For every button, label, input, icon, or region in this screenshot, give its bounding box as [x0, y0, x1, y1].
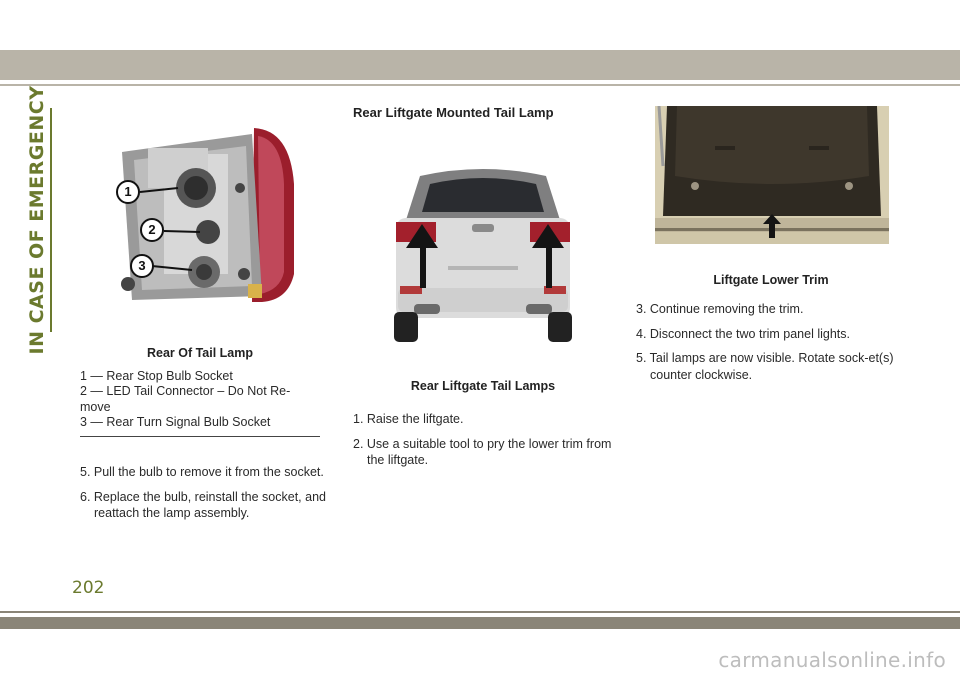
step-5-rotate-sockets: 5. Tail lamps are now visible. Rotate sock-et(s) counter clockwise.: [636, 351, 894, 382]
col3-steps: [636, 301, 906, 391]
page-number: 202: [72, 578, 105, 598]
liftgate-lower-trim-photo: [655, 106, 889, 244]
side-tab-rule: [50, 108, 52, 332]
step-2-pry-trim: 2. Use a suitable tool to pry the lower trim from the liftgate.: [353, 436, 612, 467]
step-4-disconnect-lights: 4. Disconnect the two trim panel lights.: [636, 326, 850, 341]
callout-2: 2: [148, 222, 156, 237]
step-6-replace-bulb: 6. Replace the bulb, reinstall the socket, and reattach the lamp assembly.: [80, 489, 326, 520]
figure-caption-lower-trim: Liftgate Lower Trim: [713, 273, 829, 287]
rear-liftgate-tail-lamps-photo: [390, 162, 576, 342]
col1-steps: [80, 464, 332, 530]
watermark: carmanualsonline.info: [718, 648, 946, 672]
step-3-continue-removing: 3. Continue removing the trim.: [636, 302, 804, 316]
side-tab-label: IN CASE OF EMERGENCY: [26, 85, 48, 355]
figure-caption-tail-lamp: Rear Of Tail Lamp: [146, 346, 254, 360]
header-band: [0, 50, 960, 80]
legend-item-3: 3 — Rear Turn Signal Bulb Socket: [80, 414, 271, 429]
step-1-raise-liftgate: 1. Raise the liftgate.: [353, 412, 464, 426]
legend-item-2-cont: move: [80, 399, 111, 414]
callout-3: 3: [138, 258, 146, 273]
figure-legend: [80, 369, 320, 430]
footer-band-line: [0, 611, 960, 613]
footer-band: [0, 617, 960, 629]
rear-of-tail-lamp-photo: [112, 124, 312, 312]
header-band-line: [0, 84, 960, 86]
step-5-remove-bulb: 5. Pull the bulb to remove it from the socket.: [80, 465, 324, 479]
col2-steps: [353, 411, 617, 477]
legend-rule: [80, 436, 320, 437]
section-heading: Rear Liftgate Mounted Tail Lamp: [353, 105, 554, 120]
section-side-tab: [24, 85, 50, 355]
figure-caption-liftgate-tail-lamps: Rear Liftgate Tail Lamps: [410, 379, 556, 393]
legend-item-1: 1 — Rear Stop Bulb Socket: [80, 369, 233, 383]
legend-item-2: 2 — LED Tail Connector – Do Not Re-: [80, 384, 291, 399]
callout-1: 1: [124, 184, 132, 199]
